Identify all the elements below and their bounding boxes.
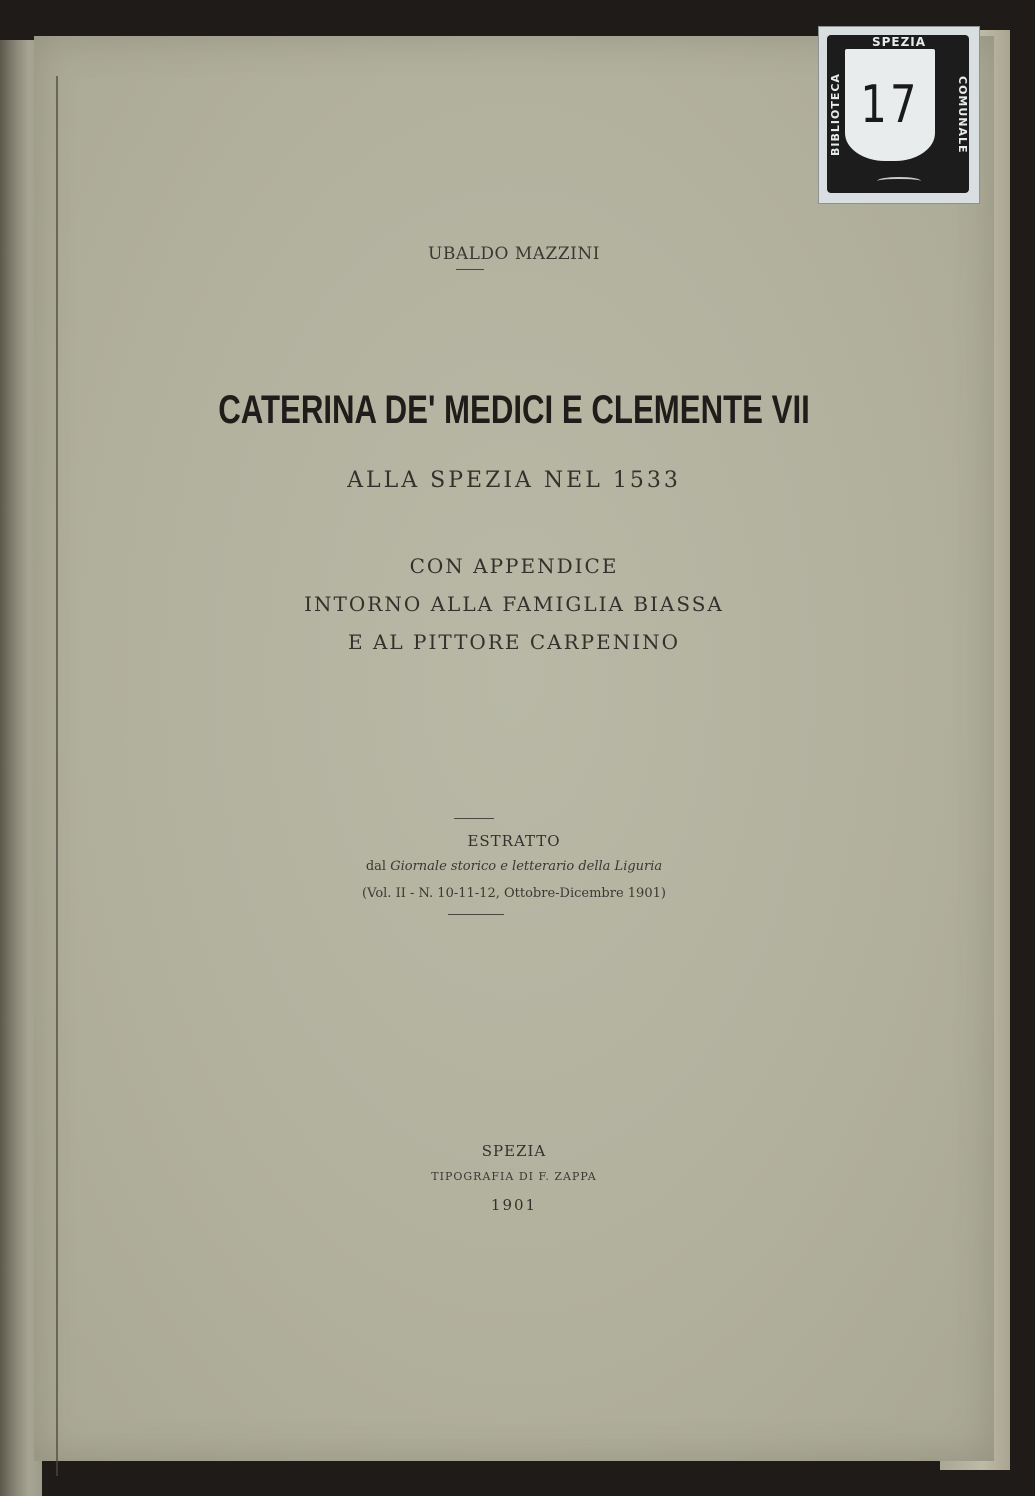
extract-top-rule (454, 818, 494, 819)
appendix-line-1: CON APPENDICE (409, 554, 619, 578)
label-ornament-icon (877, 177, 921, 185)
library-shelf-label (818, 26, 980, 204)
label-right-text: COMUNALE (956, 76, 969, 154)
extract-source-journal: Giornale storico e letterario della Liguria (390, 859, 663, 874)
binding-line (56, 76, 58, 1476)
extract-bottom-rule (448, 914, 504, 915)
book-title: CATERINA DE' MEDICI E CLEMENTE VII (218, 388, 810, 432)
imprint-year: 1901 (490, 1196, 538, 1214)
author-rule (456, 269, 484, 270)
appendix-line-2: INTORNO ALLA FAMIGLIA BIASSA (304, 592, 724, 616)
label-shelf-number: 17 (860, 75, 920, 135)
label-left-text: BIBLIOTECA (829, 73, 842, 157)
extract-volume: (Vol. II - N. 10-11-12, Ottobre-Dicembre 1901) (362, 886, 666, 901)
extract-source (34, 859, 994, 874)
label-top-text: SPEZIA (871, 35, 927, 49)
book-subtitle: ALLA SPEZIA NEL 1533 (347, 468, 681, 493)
imprint-printer: TIPOGRAFIA DI F. ZAPPA (431, 1170, 597, 1183)
title-page (34, 36, 994, 1461)
appendix-line-3: E AL PITTORE CARPENINO (347, 630, 681, 654)
author-name: UBALDO MAZZINI (428, 244, 600, 264)
extract-heading: ESTRATTO (467, 832, 561, 850)
imprint-city: SPEZIA (481, 1142, 547, 1160)
extract-source-prefix: dal (365, 859, 391, 874)
